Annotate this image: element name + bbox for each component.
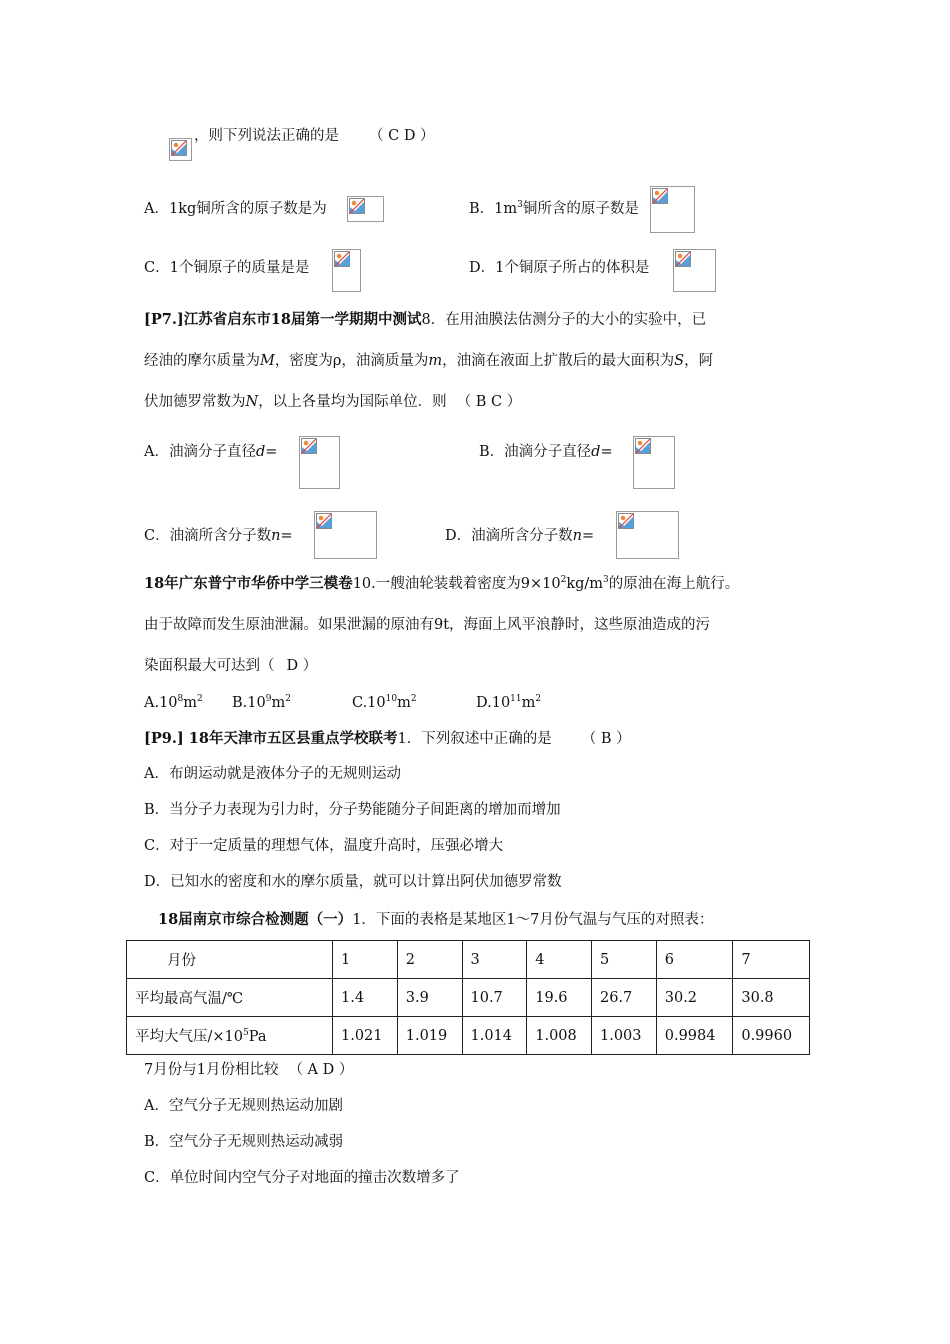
q10-option-a: $A.10^8m^2$ [144, 694, 203, 711]
table-cell: 平均大气压$/\times 10^5Pa$ [127, 1017, 333, 1055]
formula-image [650, 186, 695, 233]
table-cell: 1.4 [333, 979, 398, 1017]
table-cell: 3 [462, 941, 527, 979]
table-cell: 30.2 [656, 979, 733, 1017]
formula-image [616, 511, 679, 559]
table-cell: 6 [656, 941, 733, 979]
source-label: 18届南京市综合检测题（一） [158, 911, 353, 928]
q1b-option-a: A．空气分子无规则热运动加剧 [144, 1098, 343, 1114]
formula-image [169, 138, 192, 161]
table-cell: 1 [333, 941, 398, 979]
q10-line1: 18年广东普宁市华侨中学三模卷10.一艘油轮装载着密度为$9\times 10^2kg/m^3$的原油在海上航行。 [144, 575, 740, 592]
formula-image [332, 249, 361, 292]
table-cell: 1.008 [527, 1017, 592, 1055]
broken-image-icon [334, 251, 350, 267]
broken-image-icon [618, 513, 634, 529]
q10-line2: 由于故障而发生原油泄漏。如果泄漏的原油有9t，海面上风平浪静时，这些原油造成的污 [144, 617, 711, 633]
q8-option-a: A．油滴分子直径d= [144, 444, 278, 460]
source-label: [P7.]江苏省启东市18届第一学期期中测试 [144, 311, 422, 328]
q10-option-d: $D.10^{11}m^2$ [476, 694, 542, 711]
table-cell: 19.6 [527, 979, 592, 1017]
q1b-option-c: C．单位时间内空气分子对地面的撞击次数增多了 [144, 1170, 460, 1186]
q6-option-c: C．1个铜原子的质量是是 [144, 260, 310, 276]
q10-option-b: $B.10^9m^2$ [232, 694, 291, 711]
q1-option-c: C．对于一定质量的理想气体，温度升高时，压强必增大 [144, 838, 504, 854]
table-cell: 30.8 [733, 979, 810, 1017]
table-cell: 10.7 [462, 979, 527, 1017]
q6-stem-tail: ，则下列说法正确的是 （ C D ） [194, 128, 435, 144]
q8-option-c: C．油滴所含分子数n= [144, 528, 293, 544]
table-cell: 0.9984 [656, 1017, 733, 1055]
table-cell: 4 [527, 941, 592, 979]
formula-image [299, 436, 340, 489]
source-label: [P9.] 18年天津市五区县重点学校联考 [144, 730, 398, 747]
formula-image [673, 249, 716, 292]
table-row [127, 941, 810, 979]
table-cell: 7 [733, 941, 810, 979]
q8-line2: 经油的摩尔质量为M，密度为ρ，油滴质量为m，油滴在液面上扩散后的最大面积为S，阿 [144, 353, 714, 369]
q8-option-b: B．油滴分子直径d= [479, 444, 613, 460]
q8-line1: [P7.]江苏省启东市18届第一学期期中测试8．在用油膜法估测分子的大小的实验中，已 [144, 311, 707, 328]
broken-image-icon [652, 188, 668, 204]
broken-image-icon [349, 198, 365, 214]
q8-line3: 伏加德罗常数为N，以上各量均为国际单位．则 （ B C ） [144, 394, 522, 410]
table-cell: 1.014 [462, 1017, 527, 1055]
q10-option-c: $C.10^{10}m^2$ [352, 694, 417, 711]
table-cell: 26.7 [592, 979, 657, 1017]
q6-option-d: D．1个铜原子所占的体积是 [469, 260, 650, 276]
broken-image-icon [316, 513, 332, 529]
q1b-option-b: B．空气分子无规则热运动减弱 [144, 1134, 344, 1150]
q1-option-b: B．当分子力表现为引力时，分子势能随分子间距离的增加而增加 [144, 802, 561, 818]
table-cell: 1.003 [592, 1017, 657, 1055]
broken-image-icon [635, 438, 651, 454]
formula-image [347, 196, 384, 222]
q1-option-d: D．已知水的密度和水的摩尔质量，就可以计算出阿伏加德罗常数 [144, 874, 562, 890]
q8-option-d: D．油滴所含分子数n= [445, 528, 595, 544]
table-cell: 0.9960 [733, 1017, 810, 1055]
q1-stem: [P9.] 18年天津市五区县重点学校联考1．下列叙述中正确的是 （ B ） [144, 730, 631, 747]
formula-image [314, 511, 377, 559]
table-cell: 2 [397, 941, 462, 979]
broken-image-icon [171, 140, 187, 156]
q6-option-b: B．$1m^3$铜所含的原子数是 [469, 200, 639, 217]
table-cell: 5 [592, 941, 657, 979]
q1b-compare: 7月份与1月份相比较 （ A D ） [144, 1062, 354, 1078]
broken-image-icon [675, 251, 691, 267]
q6-option-a: A．1kg铜所含的原子数是为 [144, 201, 327, 217]
table-cell: 1.019 [397, 1017, 462, 1055]
table-row [127, 979, 810, 1017]
broken-image-icon [301, 438, 317, 454]
q1-option-a: A．布朗运动就是液体分子的无规则运动 [144, 766, 401, 782]
q1b-stem: 18届南京市综合检测题（一）1．下面的表格是某地区1～7月份气温与气压的对照表： [158, 911, 714, 928]
q10-line3: 染面积最大可达到（ D ） [144, 658, 318, 674]
formula-image [633, 436, 675, 489]
table-cell: 3.9 [397, 979, 462, 1017]
table-cell: 月份 [127, 941, 333, 979]
source-label: 18年广东普宁市华侨中学三模卷 [144, 575, 353, 592]
table-cell: 平均最高气温/℃ [127, 979, 333, 1017]
table-row [127, 1017, 810, 1055]
table-cell: 1.021 [333, 1017, 398, 1055]
data-table [126, 940, 810, 1055]
